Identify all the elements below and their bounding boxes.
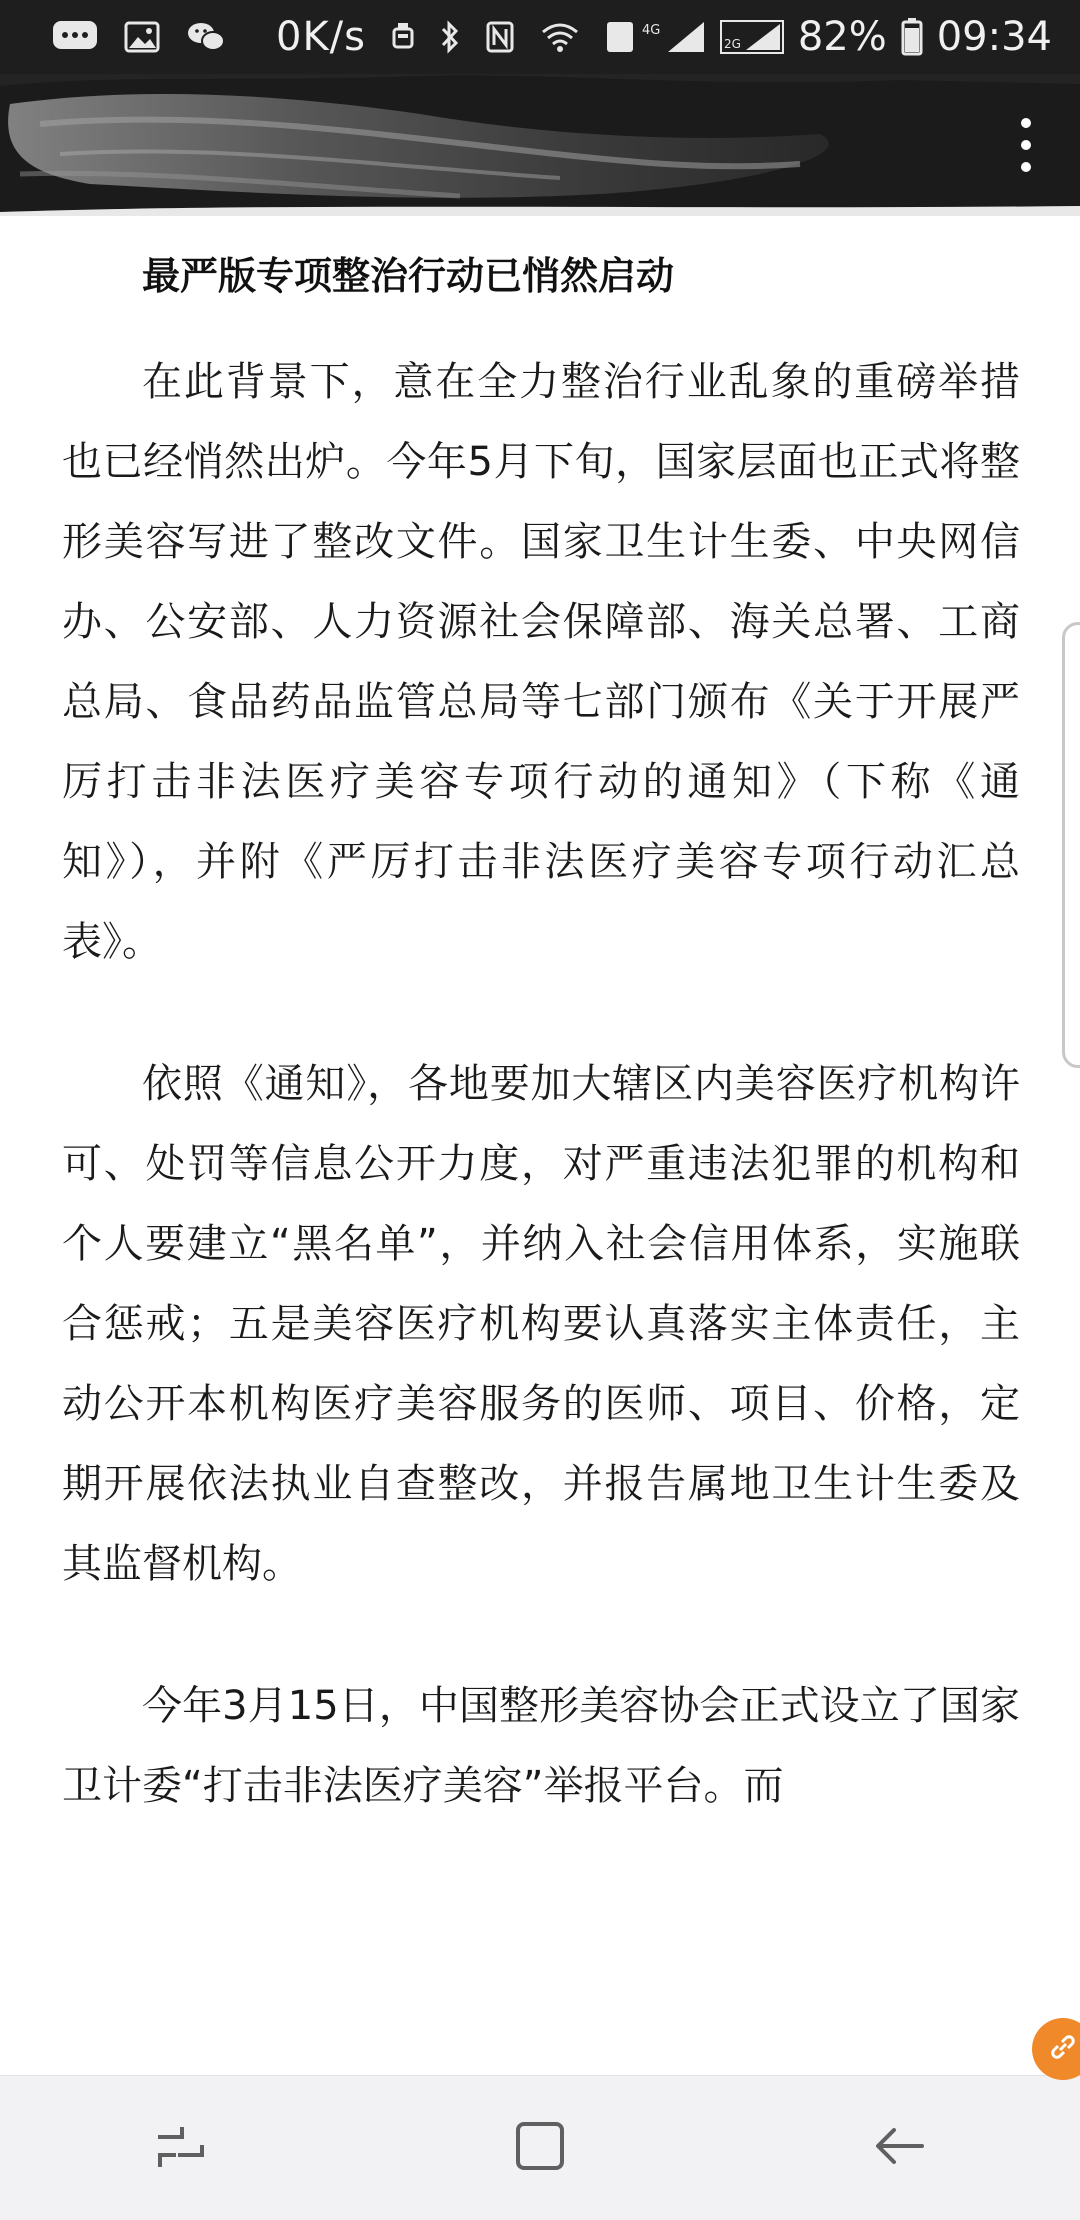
home-button[interactable] — [460, 2088, 620, 2208]
signal-2g-icon — [720, 20, 784, 54]
back-button[interactable] — [820, 2088, 980, 2208]
app-header — [0, 74, 1080, 216]
article-heading: 最严版专项整治行动已悄然启动 — [142, 254, 675, 298]
recent-apps-button[interactable] — [100, 2088, 260, 2208]
recent-apps-icon — [154, 2123, 206, 2173]
svg-text:2G: 2G — [723, 37, 741, 51]
more-vertical-icon-dot — [1021, 162, 1031, 172]
svg-text:4G: 4G — [641, 23, 661, 38]
wifi-icon — [540, 20, 580, 54]
back-icon — [872, 2122, 928, 2174]
sim-badge-icon — [606, 21, 634, 53]
gallery-icon — [124, 21, 160, 53]
navigation-bar — [0, 2075, 1080, 2220]
more-options-button[interactable] — [1000, 102, 1052, 188]
article-body — [0, 216, 1080, 2076]
clock: 09:34 — [936, 14, 1052, 60]
home-icon — [512, 2118, 568, 2178]
bluetooth-icon — [440, 20, 460, 54]
robot-icon — [392, 21, 414, 53]
more-vertical-icon-dot — [1021, 140, 1031, 150]
battery-percent: 82% — [797, 14, 887, 60]
status-bar — [0, 0, 1080, 74]
nfc-icon — [486, 21, 514, 53]
scrollbar-thumb[interactable] — [1062, 622, 1080, 1068]
more-vertical-icon — [1021, 118, 1031, 128]
signal-4g-icon — [642, 20, 706, 54]
article-paragraph-2: 依照《通知》，各地要加大辖区内美容医疗机构许可、处罚等信息公开力度，对严重违法犯罪的机构和个人要建立“黑名单”，并纳入社会信用体系，实施联合惩戒；五是美容医疗机构要认真落实主体责任，主动公开本机构医疗美容服务的医师、项目、价格，定期开展依法执业自查整改，并报告属地卫生计生委及其监督机构。 — [62, 1061, 1020, 1587]
messages-icon — [52, 20, 98, 54]
header-brush-texture — [0, 74, 1080, 216]
network-speed: 0K/s — [276, 14, 366, 60]
article-paragraph-1: 在此背景下，意在全力整治行业乱象的重磅举措也已经悄然出炉。今年5月下旬，国家层面也正式将整形美容写进了整改文件。国家卫生计生委、中央网信办、公安部、人力资源社会保障部、海关总署、工商总局、食品药品监管总局等七部门颁布《关于开展严厉打击非法医疗美容专项行动的通知》（下称《通知》），并附《严厉打击非法医疗美容专项行动汇总表》。 — [62, 359, 1020, 965]
battery-icon — [901, 18, 923, 56]
article-paragraph-3: 今年3月15日，中国整形美容协会正式设立了国家卫计委“打击非法医疗美容”举报平台。而 — [62, 1683, 1020, 1809]
link-icon — [1048, 2032, 1078, 2066]
status-bar-system — [642, 14, 1052, 60]
status-bar-notifications — [52, 14, 634, 60]
wechat-icon — [186, 20, 226, 54]
